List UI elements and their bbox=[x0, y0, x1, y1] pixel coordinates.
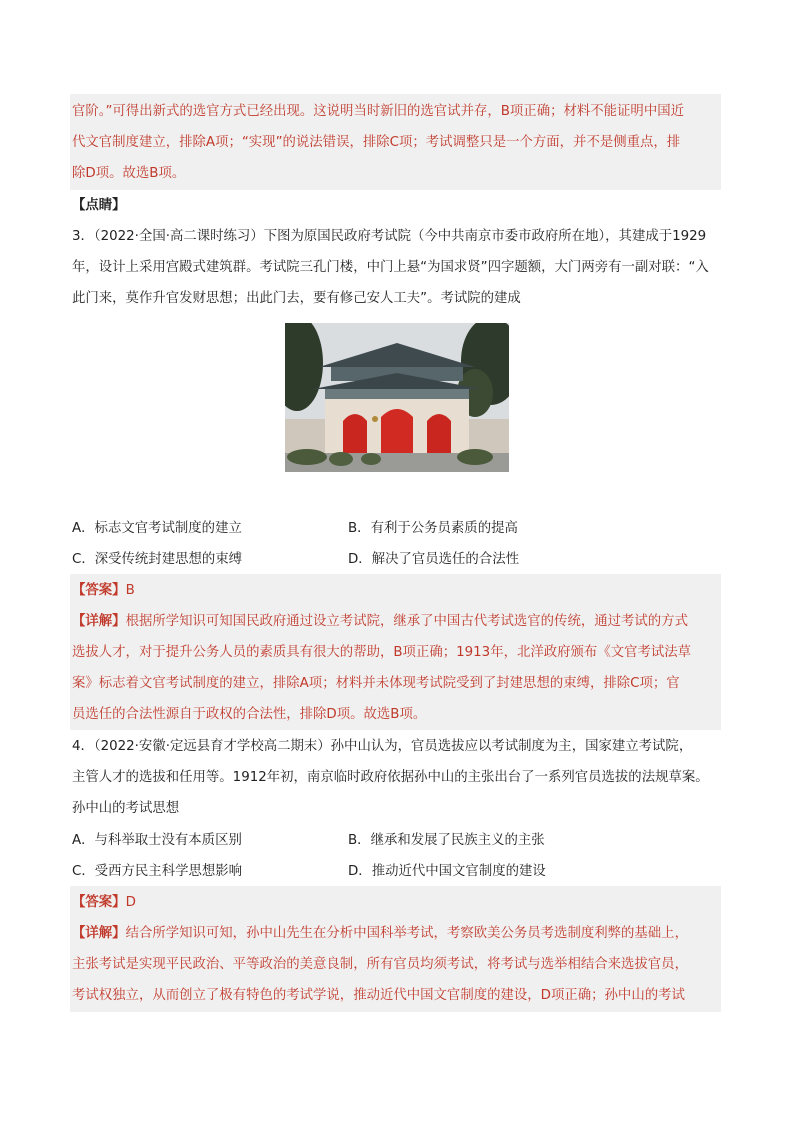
question-4-stem: 孙中山的考试思想 bbox=[72, 801, 180, 816]
question-3-detail-line: 选拔人才，对于提升公务人员的素质具有很大的帮助，B项正确；1913年，北洋政府颁布《文官考试法草 bbox=[72, 645, 692, 660]
question-3-option-a: A．标志文官考试制度的建立 bbox=[72, 521, 242, 536]
question-4-stem: 4．（2022·安徽·定远县育才学校高二期末）孙中山认为，官员选拔应以考试制度为主，国家建立考试院， bbox=[72, 739, 693, 754]
question-4-detail-line: 考试权独立，从而创立了极有特色的考试学说，推动近代中国文官制度的建设，D项正确；孙中山的考试 bbox=[72, 988, 685, 1003]
question-4-stem: 主管人才的选拔和任用等。1912年初，南京临时政府依据孙中山的主张出台了一系列官员选拔的法规草案。 bbox=[72, 770, 709, 785]
explanation-line: 代文官制度建立，排除A项；“实现”的说法错误，排除C项；考试调整只是一个方面，并不是侧重点，排 bbox=[72, 135, 681, 150]
question-4-detail-line: 主张考试是实现平民政治、平等政治的美意良制，所有官员均须考试，将考试与选举相结合来选拔官员， bbox=[72, 957, 688, 972]
question-4-answer bbox=[72, 893, 722, 913]
question-3-stem: 此门来，莫作升官发财思想；出此门去，要有修己安人工夫”。考试院的建成 bbox=[72, 291, 521, 306]
detail-text: 结合所学知识可知，孙中山先生在分析中国科举考试，考察欧美公务员考选制度利弊的基础上， bbox=[125, 926, 688, 941]
detail-text: 根据所学知识可知国民政府通过设立考试院，继承了中国古代考试选官的传统，通过考试的方式 bbox=[125, 614, 688, 629]
question-3-stem: 3．（2022·全国·高二课时练习）下图为原国民政府考试院（今中共南京市委市政府所在地），其建成于1929 bbox=[72, 229, 707, 244]
examination-yuan-photo bbox=[285, 323, 509, 472]
question-3-stem: 年，设计上采用宫殿式建筑群。考试院三孔门楼，中门上悬“为国求贤”四字题额，大门两旁有一副对联：“入 bbox=[72, 260, 709, 275]
detail-tag: 【详解】 bbox=[72, 926, 126, 941]
dianjing-label: 【点睛】 bbox=[72, 198, 126, 213]
question-3-option-b: B．有利于公务员素质的提高 bbox=[348, 521, 518, 536]
question-3-answer bbox=[72, 581, 722, 601]
explanation-line: 除D项。故选B项。 bbox=[72, 166, 186, 181]
question-4-option-b: B．继承和发展了民族主义的主张 bbox=[348, 833, 545, 848]
question-3-option-d: D．解决了官员选任的合法性 bbox=[348, 552, 519, 567]
answer-tag: 【答案】 bbox=[72, 583, 126, 598]
question-3-detail-line: 员选任的合法性源自于政权的合法性，排除D项。故选B项。 bbox=[72, 707, 427, 722]
answer-tag: 【答案】 bbox=[72, 895, 126, 910]
question-3-detail-line: 案》标志着文官考试制度的建立，排除A项；材料并未体现考试院受到了封建思想的束缚，排除C项；官 bbox=[72, 676, 680, 691]
detail-tag: 【详解】 bbox=[72, 614, 126, 629]
explanation-line: 官阶。”可得出新式的选官方式已经出现。这说明当时新旧的选官试并存，B项正确；材料不能证明中国近 bbox=[72, 104, 684, 119]
question-3-detail-line bbox=[72, 612, 722, 632]
answer-value: B bbox=[125, 583, 135, 598]
question-4-option-d: D．推动近代中国文官制度的建设 bbox=[348, 864, 546, 879]
question-3-option-c: C．深受传统封建思想的束缚 bbox=[72, 552, 243, 567]
question-4-option-c: C．受西方民主科学思想影响 bbox=[72, 864, 243, 879]
question-4-option-a: A．与科举取士没有本质区别 bbox=[72, 833, 242, 848]
answer-value: D bbox=[125, 895, 136, 910]
question-4-detail-line bbox=[72, 924, 722, 944]
